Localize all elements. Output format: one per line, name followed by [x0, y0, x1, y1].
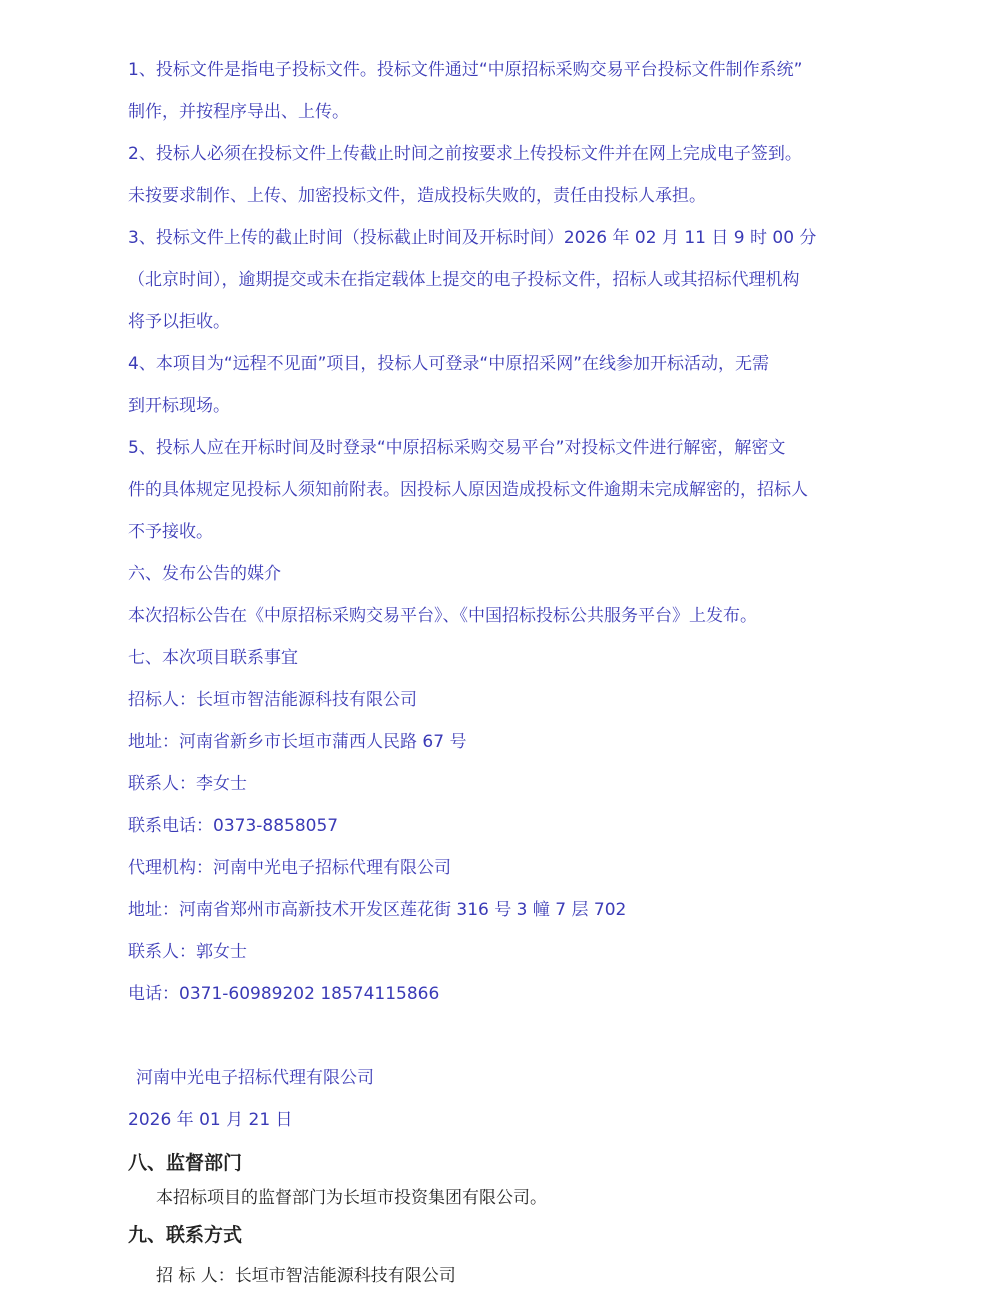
agency-name: 代理机构：河南中光电子招标代理有限公司 [128, 858, 451, 878]
agency-phone: 电话：0371-60989202 18574115866 [128, 984, 440, 1004]
tenderer-address: 地址：河南省新乡市长垣市蒲西人民路 67 号 [128, 732, 467, 752]
note-3-line-1: 3、投标文件上传的截止时间（投标截止时间及开标时间）2026 年 02 月 11 日 9 时 00 分 [128, 228, 817, 248]
agency-address: 地址：河南省郑州市高新技术开发区莲花街 316 号 3 幢 7 层 702 [128, 900, 627, 920]
section-8-body: 本招标项目的监督部门为长垣市投资集团有限公司。 [156, 1188, 547, 1208]
tenderer-phone: 联系电话：0373-8858057 [128, 816, 339, 836]
note-5-line-2: 件的具体规定见投标人须知前附表。因投标人原因造成投标文件逾期未完成解密的，招标人 [128, 480, 808, 500]
section-6-body: 本次招标公告在《中原招标采购交易平台》、《中国招标投标公共服务平台》上发布。 [128, 606, 757, 626]
signature-date: 2026 年 01 月 21 日 [128, 1110, 293, 1130]
note-4-line-1: 4、本项目为“远程不见面”项目，投标人可登录“中原招采网”在线参加开标活动，无需 [128, 354, 770, 374]
section-6-heading: 六、发布公告的媒介 [128, 564, 281, 584]
signature-company: 河南中光电子招标代理有限公司 [136, 1068, 374, 1088]
section-9-tenderer: 招 标 人：长垣市智洁能源科技有限公司 [156, 1266, 456, 1286]
section-8-heading: 八、监督部门 [128, 1152, 243, 1174]
note-5-line-1: 5、投标人应在开标时间及时登录“中原招标采购交易平台”对投标文件进行解密，解密文 [128, 438, 786, 458]
note-2-line-1: 2、投标人必须在投标文件上传截止时间之前按要求上传投标文件并在网上完成电子签到。 [128, 144, 802, 164]
tenderer-contact: 联系人：李女士 [128, 774, 247, 794]
agency-contact: 联系人：郭女士 [128, 942, 247, 962]
note-3-line-3: 将予以拒收。 [128, 312, 230, 332]
note-1-line-2: 制作，并按程序导出、上传。 [128, 102, 349, 122]
note-4-line-2: 到开标现场。 [128, 396, 230, 416]
note-3-line-2: （北京时间），逾期提交或未在指定载体上提交的电子投标文件，招标人或其招标代理机构 [128, 270, 800, 290]
section-7-heading: 七、本次项目联系事宜 [128, 648, 298, 668]
note-5-line-3: 不予接收。 [128, 522, 213, 542]
section-9-heading: 九、联系方式 [128, 1224, 243, 1246]
tenderer-name: 招标人：长垣市智洁能源科技有限公司 [128, 690, 417, 710]
note-1-line-1: 1、投标文件是指电子投标文件。投标文件通过“中原招标采购交易平台投标文件制作系统” [128, 60, 803, 80]
note-2-line-2: 未按要求制作、上传、加密投标文件，造成投标失败的，责任由投标人承担。 [128, 186, 706, 206]
